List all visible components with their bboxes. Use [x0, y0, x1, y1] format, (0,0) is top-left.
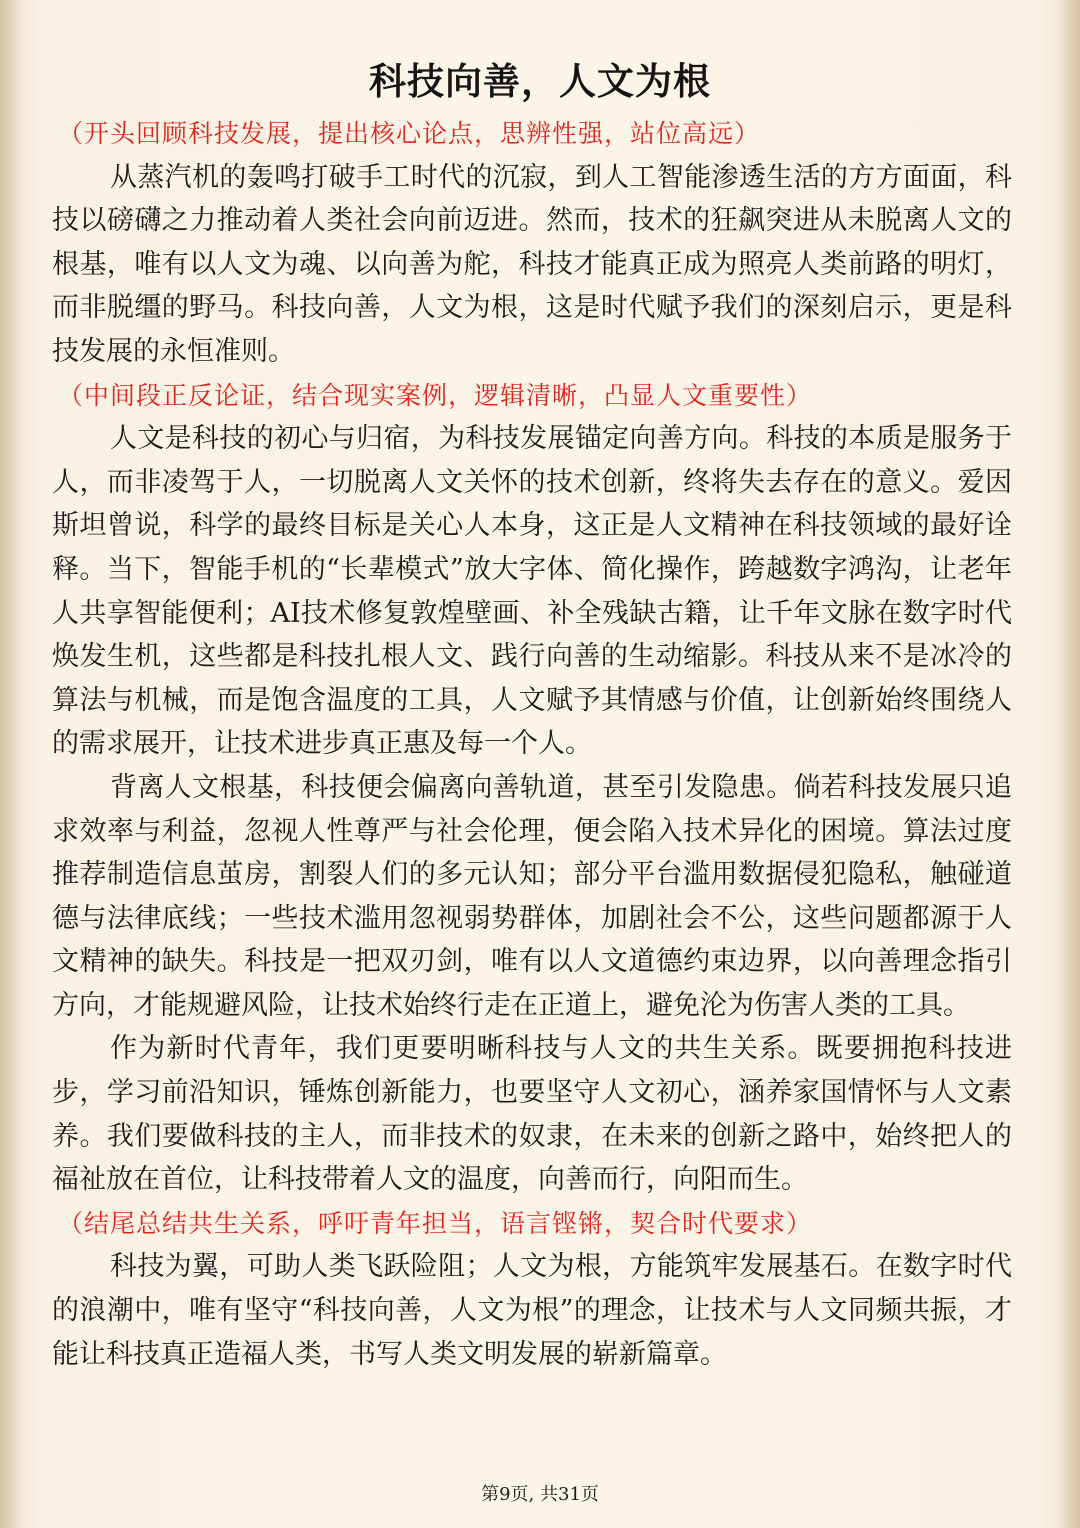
paragraph-2: 人文是科技的初心与归宿，为科技发展锚定向善方向。科技的本质是服务于人，而非凌驾于人，一切脱离人文关怀的技术创新，终将失去存在的意义。爱因斯坦曾说，科学的最终目标是关心人本身，这正是人文精神在科技领域的最好诠释。当下，智能手机的“长辈模式”放大字体、简化操作，跨越数字鸿沟，让老年人共享智能便利；AI技术修复敦煌壁画、补全残缺古籍，让千年文脉在数字时代焕发生机，这些都是科技扎根人文、践行向善的生动缩影。科技从来不是冰冷的算法与机械，而是饱含温度的工具，人文赋予其情感与价值，让创新始终围绕人的需求展开，让技术进步真正惠及每一个人。: [52, 423, 1012, 760]
annotation-middle: （中间段正反论证，结合现实案例，逻辑清晰，凸显人文重要性）: [58, 380, 813, 410]
annotation-ending: （结尾总结共生关系，呼吁青年担当，语言铿锵，契合时代要求）: [58, 1208, 813, 1238]
page-number: 第9页, 共31页: [481, 1484, 599, 1505]
essay-title: 科技向善，人文为根: [369, 60, 711, 103]
paragraph-5: 科技为翼，可助人类飞跃险阻；人文为根，方能筑牢发展基石。在数字时代的浪潮中，唯有坚守“科技向善，人文为根”的理念，让技术与人文同频共振，才能让科技真正造福人类，书写人类文明发展的崭新篇章。: [52, 1251, 1012, 1370]
page-edge-right: [1058, 0, 1080, 1528]
paragraph-1: 从蒸汽机的轰鸣打破手工时代的沉寂，到人工智能渗透生活的方方面面，科技以磅礴之力推动着人类社会向前迈进。然而，技术的狂飙突进从未脱离人文的根基，唯有以人文为魂、以向善为舵，科技才能真正成为照亮人类前路的明灯，而非脱缰的野马。科技向善，人文为根，这是时代赋予我们的深刻启示，更是科技发展的永恒准则。: [52, 161, 1012, 367]
essay-body: [52, 112, 1012, 1376]
paragraph-4: 作为新时代青年，我们更要明晰科技与人文的共生关系。既要拥抱科技进步，学习前沿知识，锤炼创新能力，也要坚守人文初心，涵养家国情怀与人文素养。我们要做科技的主人，而非技术的奴隶，在未来的创新之路中，始终把人的福祉放在首位，让科技带着人文的温度，向善而行，向阳而生。: [52, 1033, 1012, 1196]
paragraph-3: 背离人文根基，科技便会偏离向善轨道，甚至引发隐患。倘若科技发展只追求效率与利益，忽视人性尊严与社会伦理，便会陷入技术异化的困境。算法过度推荐制造信息茧房，割裂人们的多元认知；部分平台滥用数据侵犯隐私，触碰道德与法律底线；一些技术滥用忽视弱势群体，加剧社会不公，这些问题都源于人文精神的缺失。科技是一把双刃剑，唯有以人文道德约束边界，以向善理念指引方向，才能规避风险，让技术始终行走在正道上，避免沦为伤害人类的工具。: [52, 771, 1012, 1021]
page-edge-left: [0, 0, 22, 1528]
annotation-intro: （开头回顾科技发展，提出核心论点，思辨性强，站位高远）: [58, 119, 761, 148]
